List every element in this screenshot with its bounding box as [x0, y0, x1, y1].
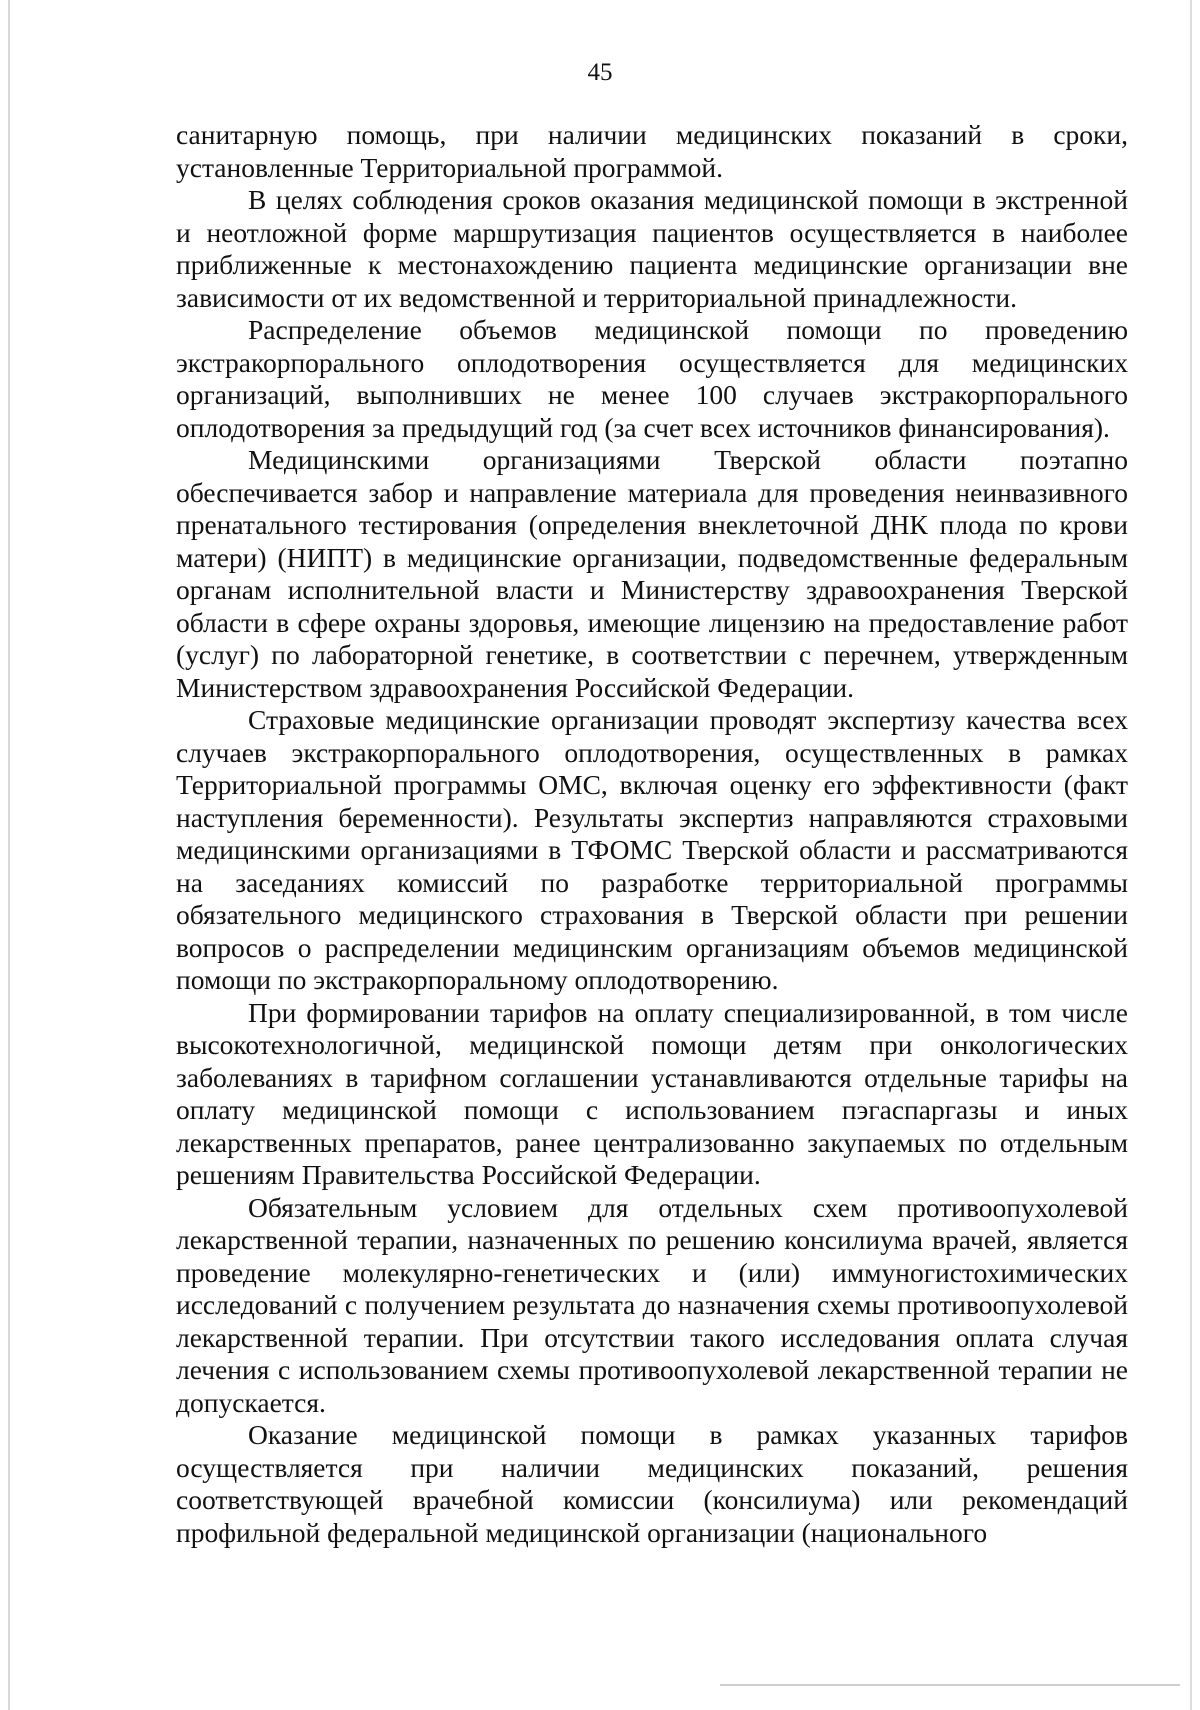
- paragraph-ivf-volume-distribution: Распределение объемов медицинской помощи по проведению экстракорпорального оплодотворения осуществляется для медицинских организаций, выполнивших не менее 100 случаев экстракорпорального оплодотворения за предыдущий год (за счет всех источников финансирования).: [176, 314, 1128, 443]
- paragraph-continuation: санитарную помощь, при наличии медицинских показаний в сроки, установленные Территориальной программой.: [176, 119, 1128, 183]
- paragraph-care-provision-conditions: Оказание медицинской помощи в рамках указанных тарифов осуществляется при наличии медицинских показаний, решения соответствующей врачебной комиссии (консилиума) или рекомендаций профильной федеральной медицинской организации (национального: [176, 1419, 1128, 1548]
- paragraph-ivf-quality-expertise: Страховые медицинские организации проводят экспертизу качества всех случаев экстракорпорального оплодотворения, осуществленных в рамках Территориальной программы ОМС, включая оценку его эффективности (факт наступления беременности). Результаты экспертиз направляются страховыми медицинскими организациями в ТФОМС Тверской области и рассматриваются на заседаниях комиссий по разработке территориальной программы обязательного медицинского страхования в Тверской области при решении вопросов о распределении медицинским организациям объемов медицинской помощи по экстракорпоральному оплодотворению.: [176, 704, 1128, 995]
- paragraph-emergency-routing: В целях соблюдения сроков оказания медицинской помощи в экстренной и неотложной форме маршрутизация пациентов осуществляется в наиболее приближенные к местонахождению пациента медицинские организации вне зависимости от их ведомственной и территориальной принадлежности.: [176, 184, 1128, 313]
- paragraph-nipt-testing: Медицинскими организациями Тверской области поэтапно обеспечивается забор и направление материала для проведения неинвазивного пренатального тестирования (определения внеклеточной ДНК плода по крови матери) (НИПТ) в медицинские организации, подведомственные федеральным органам исполнительной власти и Министерству здравоохранения Тверской области в сфере охраны здоровья, имеющие лицензию на предоставление работ (услуг) по лабораторной генетике, в соответствии с перечнем, утвержденным Министерством здравоохранения Российской Федерации.: [176, 444, 1128, 703]
- paragraph-molecular-genetic-condition: Обязательным условием для отдельных схем противоопухолевой лекарственной терапии, назначенных по решению консилиума врачей, является проведение молекулярно-генетических и (или) иммуногистохимических исследований с получением результата до назначения схемы противоопухолевой лекарственной терапии. При отсутствии такого исследования оплата случая лечения с использованием схемы противоопухолевой лекарственной терапии не допускается.: [176, 1191, 1128, 1418]
- paragraph-oncology-tariffs: При формировании тарифов на оплату специализированной, в том числе высокотехнологичной, медицинской помощи детям при онкологических заболеваниях в тарифном соглашении устанавливаются отдельные тарифы на оплату медицинской помощи с использованием пэгаспаргазы и иных лекарственных препаратов, ранее централизованно закупаемых по отдельным решениям Правительства Российской Федерации.: [176, 996, 1128, 1190]
- document-body: [176, 119, 1128, 1549]
- scan-edge-left: [8, 0, 10, 1710]
- page-number: 45: [587, 59, 613, 86]
- scan-edge-right: [1190, 0, 1192, 1710]
- scan-edge-bottom: [720, 1684, 1180, 1686]
